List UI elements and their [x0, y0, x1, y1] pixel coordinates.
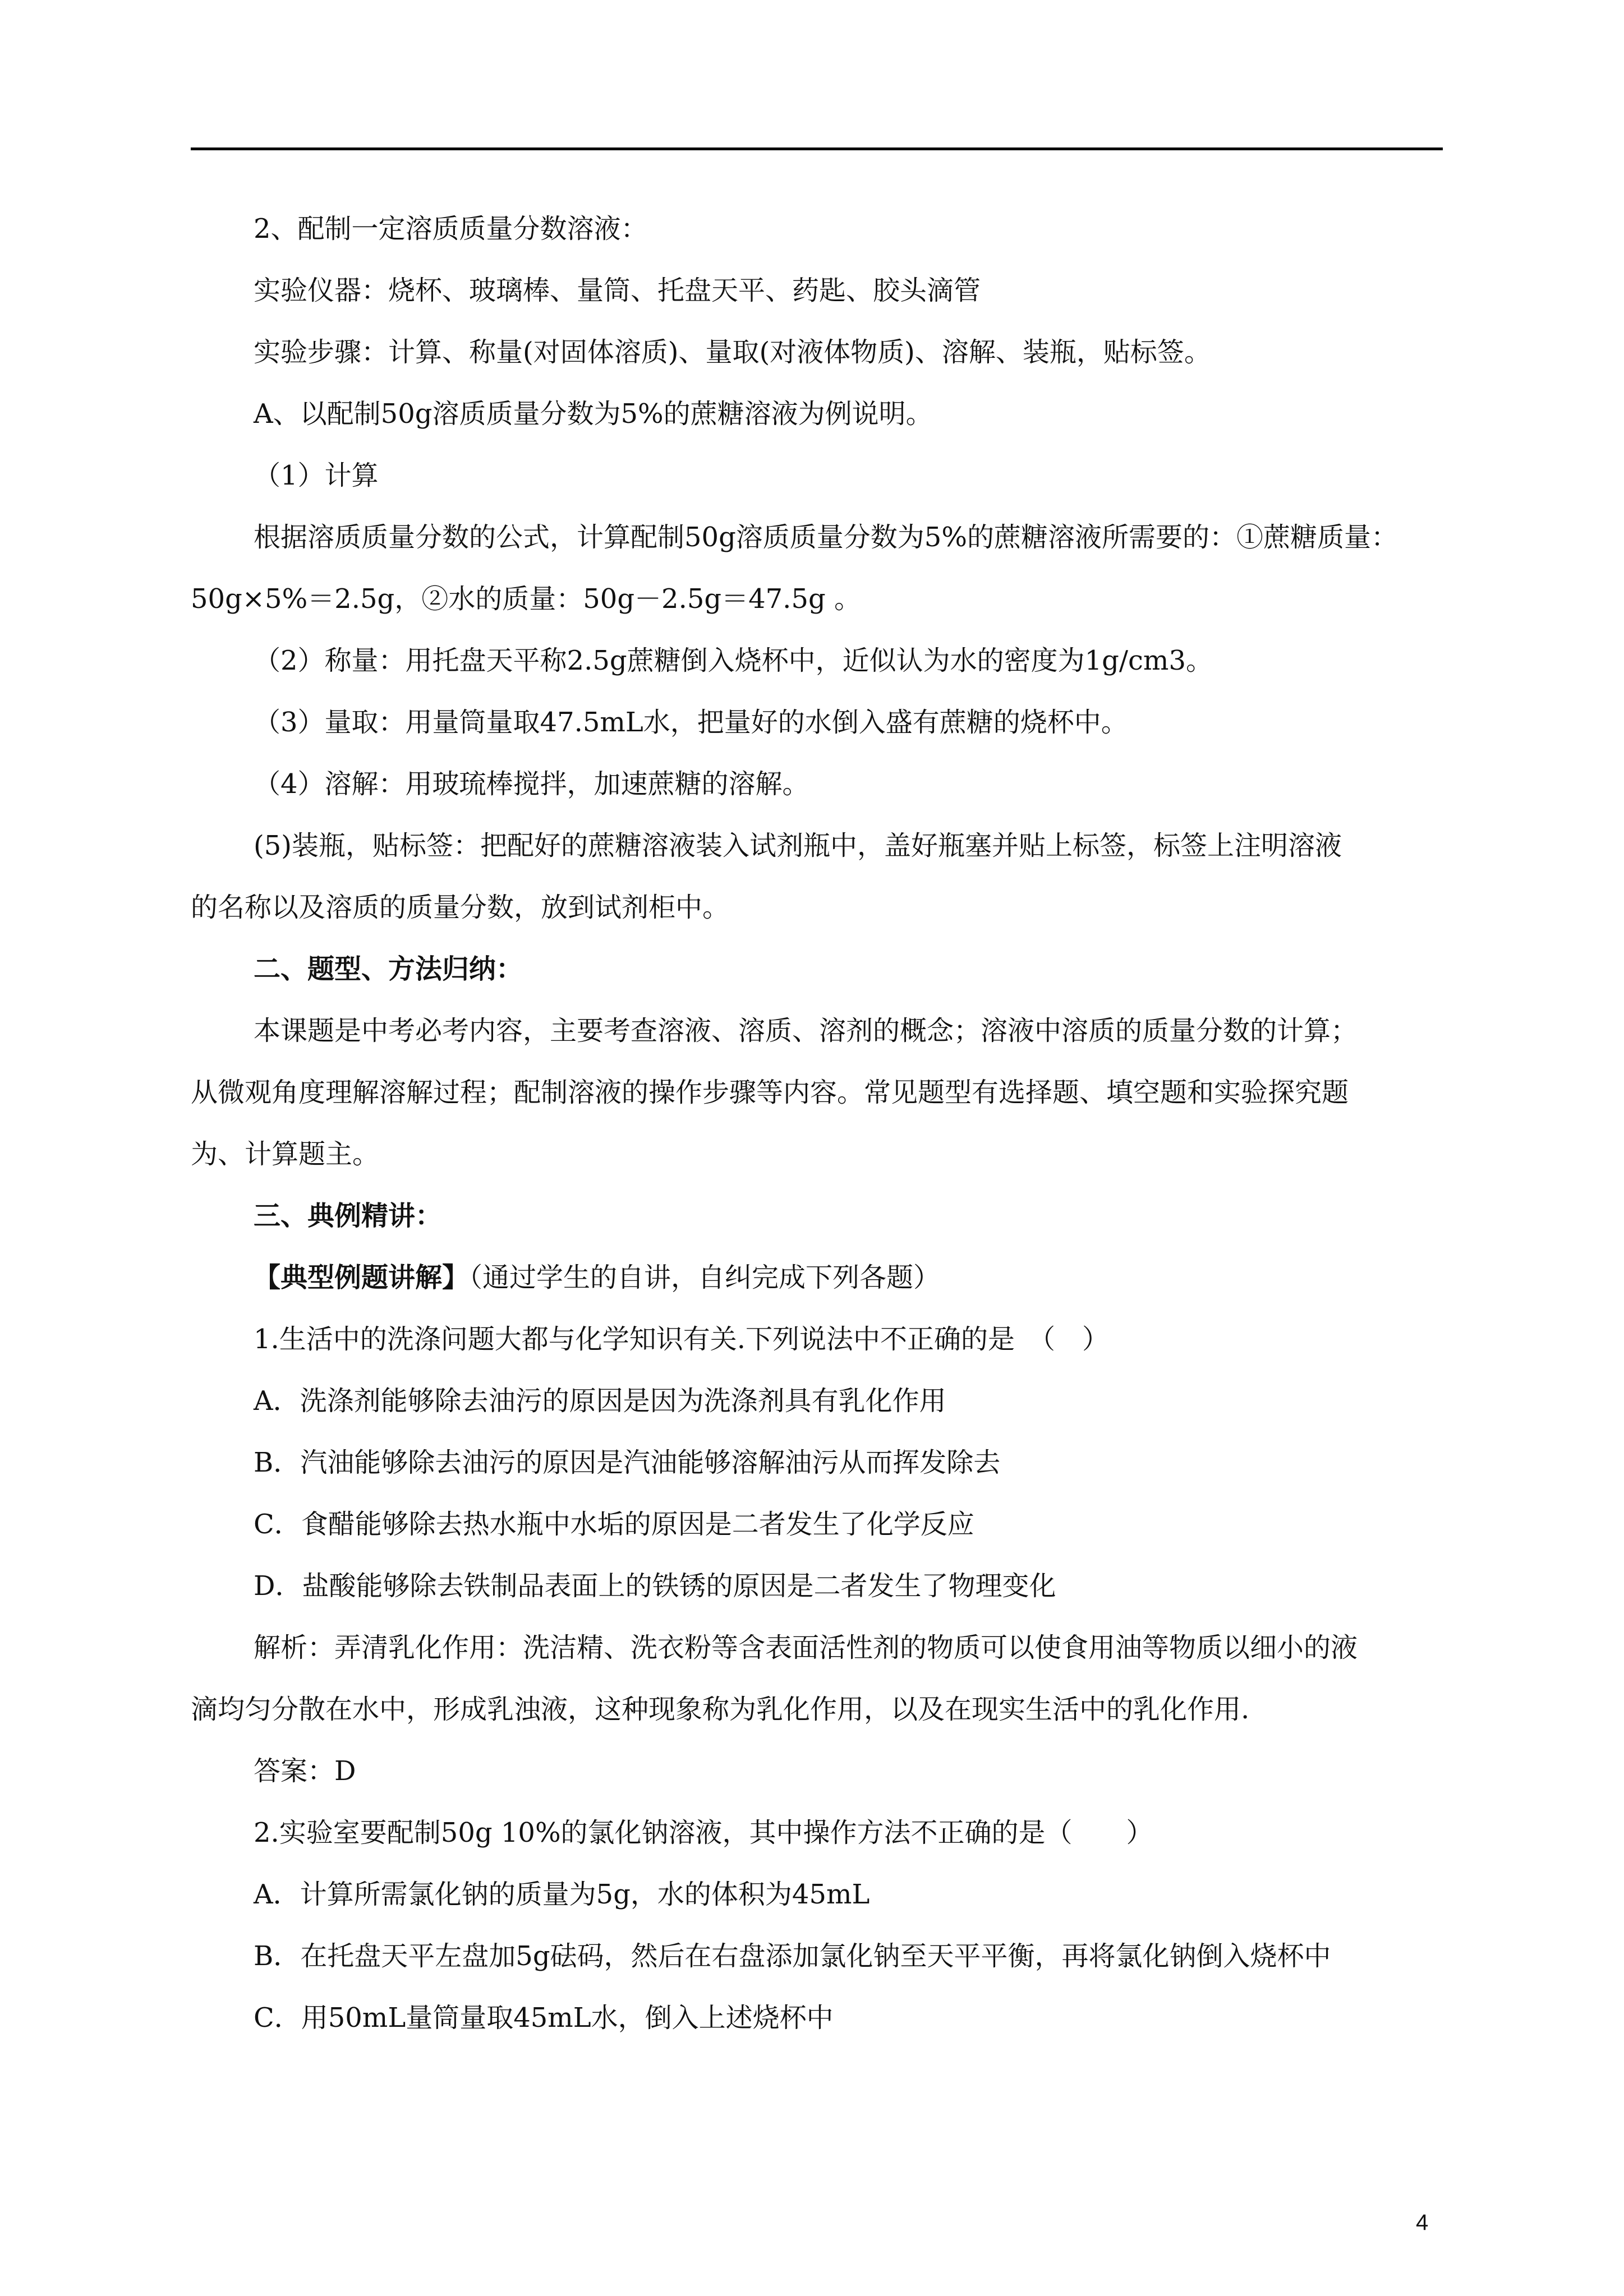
example-explanation-intro [254, 1261, 940, 1294]
question-1-analysis: 解析：弄清乳化作用：洗洁精、洗衣粉等含表面活性剂的物质可以使食用油等物质以细小的液 [254, 1632, 1358, 1663]
part-2-paragraph: 本课题是中考必考内容，主要考查溶液、溶质、溶剂的概念；溶液中溶质的质量分数的计算； [254, 1015, 1358, 1046]
question-1-option-c: C．食醋能够除去热水瓶中水垢的原因是二者发生了化学反应 [254, 1509, 974, 1540]
step-3-text: （3）量取：用量筒量取47.5mL水，把量好的水倒入盛有蔗糖的烧杯中。 [254, 707, 1128, 738]
part-2-heading: 二、题型、方法归纳： [254, 953, 523, 985]
question-1-analysis-cont: 滴均匀分散在水中，形成乳浊液，这种现象称为乳化作用，以及在现实生活中的乳化作用. [191, 1694, 1250, 1725]
step-5-text: (5)装瓶，贴标签：把配好的蔗糖溶液装入试剂瓶中，盖好瓶塞并贴上标签，标签上注明溶液 [254, 830, 1342, 861]
question-1-answer: 答案：D [254, 1755, 356, 1787]
section-heading: 2、配制一定溶质质量分数溶液： [254, 213, 648, 245]
question-1-option-d: D．盐酸能够除去铁制品表面上的铁锈的原因是二者发生了物理变化 [254, 1570, 1056, 1602]
step-1-title: （1）计算 [254, 460, 379, 491]
question-1-stem: 1.生活中的洗涤问题大都与化学知识有关.下列说法中不正确的是 （ ） [254, 1324, 1110, 1355]
step-4-text: （4）溶解：用玻琉棒搅拌，加速蔗糖的溶解。 [254, 768, 809, 800]
step-1-text: 根据溶质质量分数的公式，计算配制50g溶质质量分数为5%的蔗糖溶液所需要的：①蔗糖质量： [254, 522, 1398, 553]
question-2-stem: 2.实验室要配制50g 10%的氯化钠溶液，其中操作方法不正确的是（ ） [254, 1817, 1153, 1848]
question-2-option-b: B．在托盘天平左盘加5g砝码，然后在右盘添加氯化钠至天平平衡，再将氯化钠倒入烧杯中 [254, 1940, 1331, 1972]
part-2-paragraph-cont: 从微观角度理解溶解过程；配制溶液的操作步骤等内容。常见题型有选择题、填空题和实验探究题 [191, 1077, 1349, 1108]
steps-line: 实验步骤：计算、称量(对固体溶质)、量取(对液体物质)、溶解、装瓶，贴标签。 [254, 336, 1211, 368]
page-number: 4 [1416, 2210, 1429, 2235]
example-intro: A、以配制50g溶质质量分数为5%的蔗糖溶液为例说明。 [254, 398, 933, 430]
question-1-option-b: B．汽油能够除去油污的原因是汽油能够溶解油污从而挥发除去 [254, 1447, 1001, 1478]
example-explanation-label: 【典型例题讲解】 [254, 1262, 470, 1293]
instruments-line: 实验仪器：烧杯、玻璃棒、量筒、托盘天平、药匙、胶头滴管 [254, 275, 981, 306]
step-5-text-cont: 的名称以及溶质的质量分数，放到试剂柜中。 [191, 892, 730, 923]
header-rule [191, 147, 1443, 150]
question-2-option-a: A．计算所需氯化钠的质量为5g，水的体积为45mL [254, 1879, 870, 1910]
question-2-option-c: C．用50mL量筒量取45mL水，倒入上述烧杯中 [254, 2002, 834, 2034]
part-3-heading: 三、典例精讲： [254, 1200, 443, 1232]
step-1-text-cont: 50g×5%＝2.5g，②水的质量：50g－2.5g＝47.5g 。 [191, 583, 861, 615]
question-1-option-a: A．洗涤剂能够除去油污的原因是因为洗涤剂具有乳化作用 [254, 1385, 946, 1417]
example-explanation-note: （通过学生的自讲，自纠完成下列各题） [469, 1262, 941, 1293]
part-2-paragraph-end: 为、计算题主。 [191, 1138, 380, 1170]
step-2-text: （2）称量：用托盘天平称2.5g蔗糖倒入烧杯中，近似认为水的密度为1g/cm3。 [254, 645, 1213, 676]
